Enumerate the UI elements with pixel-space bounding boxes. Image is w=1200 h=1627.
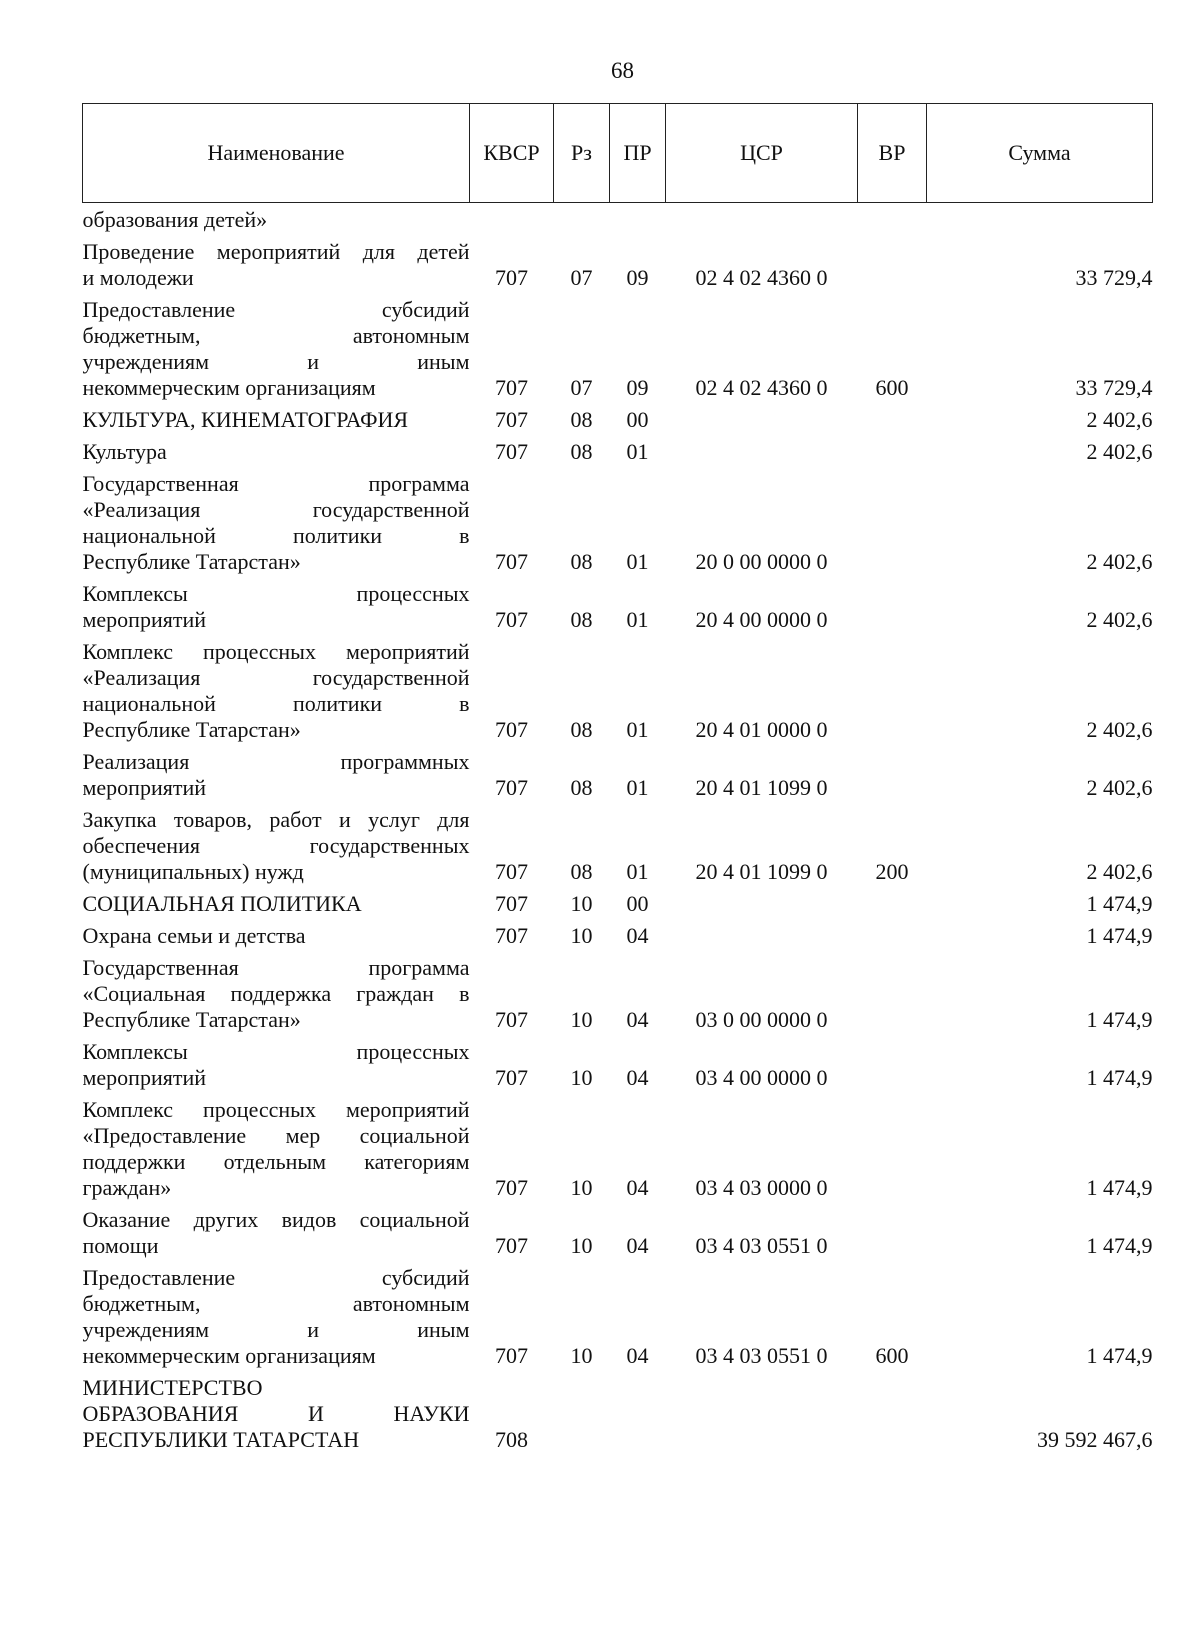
- row-sum-cell: 33 729,4: [1075, 375, 1153, 400]
- row-vr-cell: [858, 401, 927, 433]
- row-name-line: «Социальная поддержка граждан в: [82, 981, 470, 1006]
- row-rz-cell: 10: [570, 1343, 593, 1368]
- row-name-line: Государственная программа: [82, 471, 470, 496]
- row-name-line: помощи: [82, 1233, 159, 1258]
- table-header-row: [83, 104, 1153, 203]
- row-name-line: Культура: [82, 439, 167, 464]
- row-name-line: учреждениям и иным: [82, 349, 470, 374]
- row-rz-cell: 10: [570, 1065, 593, 1090]
- row-pr-cell: 09: [626, 375, 649, 400]
- row-name-line: Комплексы процессных: [82, 581, 470, 606]
- row-sum-cell: 1 474,9: [1086, 891, 1153, 916]
- row-csr-cell: 03 4 00 0000 0: [695, 1065, 828, 1090]
- row-sum-cell: [927, 203, 1153, 234]
- row-name-line: «Реализация государственной: [82, 665, 470, 690]
- table-row: [83, 949, 1153, 1033]
- row-rz-cell: 07: [570, 375, 593, 400]
- row-sum-cell: 2 402,6: [1086, 549, 1153, 574]
- table-row: [83, 801, 1153, 885]
- row-rz-cell: 08: [570, 549, 593, 574]
- row-pr-cell: 01: [626, 439, 649, 464]
- row-name-line: национальной политики в: [82, 691, 470, 716]
- row-name-line: мероприятий: [82, 1065, 207, 1090]
- row-csr-cell: 03 4 03 0000 0: [695, 1175, 828, 1200]
- row-name-line: некоммерческим организациям: [82, 1343, 376, 1368]
- row-csr-cell: 03 4 03 0551 0: [695, 1343, 828, 1368]
- row-sum-cell: 2 402,6: [1086, 439, 1153, 464]
- row-rz-cell: 08: [570, 717, 593, 742]
- row-name-line: мероприятий: [82, 607, 207, 632]
- row-name-line: учреждениям и иным: [82, 1317, 470, 1342]
- row-rz-cell: 10: [570, 1175, 593, 1200]
- table-row: [83, 433, 1153, 465]
- table-row: [83, 291, 1153, 401]
- row-name-line: граждан»: [82, 1175, 172, 1200]
- table-row: [83, 1201, 1153, 1259]
- row-pr-cell: 04: [626, 1007, 649, 1032]
- row-name-line: Проведение мероприятий для детей: [82, 239, 470, 264]
- row-pr-cell: 01: [626, 859, 649, 884]
- page-number: 68: [611, 58, 634, 83]
- row-sum-cell: 2 402,6: [1086, 775, 1153, 800]
- row-csr-cell: [666, 433, 858, 465]
- row-name-line: мероприятий: [82, 775, 207, 800]
- row-pr-cell: 01: [626, 717, 649, 742]
- row-name-cell: [83, 401, 470, 433]
- table-row: [83, 203, 1153, 234]
- row-rz-cell: 08: [570, 775, 593, 800]
- row-name-cell: [83, 1259, 470, 1369]
- row-csr-cell: 20 4 00 0000 0: [695, 607, 828, 632]
- row-kvsr-cell: 708: [495, 1427, 528, 1452]
- row-kvsr-cell: 707: [495, 859, 528, 884]
- row-kvsr-cell: 707: [495, 775, 528, 800]
- row-name-line: СОЦИАЛЬНАЯ ПОЛИТИКА: [82, 891, 362, 916]
- row-csr-cell: 20 0 00 0000 0: [695, 549, 828, 574]
- table-row: [83, 1369, 1153, 1453]
- row-csr-cell: 02 4 02 4360 0: [695, 265, 828, 290]
- row-vr-cell: [858, 1091, 927, 1201]
- row-name-cell: [83, 633, 470, 743]
- row-name-line: Республике Татарстан»: [82, 1007, 301, 1032]
- row-csr-cell: [666, 1369, 858, 1453]
- row-pr-cell: 00: [626, 891, 649, 916]
- row-name-cell: [83, 1369, 470, 1453]
- header-name: Наименование: [83, 104, 470, 203]
- row-sum-cell: 1 474,9: [1086, 1175, 1153, 1200]
- row-name-line: обеспечения государственных: [82, 833, 470, 858]
- row-rz-cell: 10: [570, 923, 593, 948]
- header-kvsr: КВСР: [470, 104, 554, 203]
- row-rz-cell: 10: [570, 1007, 593, 1032]
- row-name-cell: [83, 743, 470, 801]
- row-sum-cell: 33 729,4: [1075, 265, 1153, 290]
- row-pr-cell: 04: [626, 1343, 649, 1368]
- row-csr-cell: [666, 401, 858, 433]
- row-rz-cell: 08: [570, 439, 593, 464]
- row-pr-cell: 01: [626, 607, 649, 632]
- row-csr-cell: 03 0 00 0000 0: [695, 1007, 828, 1032]
- row-vr-cell: [858, 633, 927, 743]
- row-name-line: бюджетным, автономным: [82, 1291, 470, 1316]
- row-name-line: «Реализация государственной: [82, 497, 470, 522]
- table-row: [83, 1033, 1153, 1091]
- row-sum-cell: 1 474,9: [1086, 1343, 1153, 1368]
- row-sum-cell: 2 402,6: [1086, 859, 1153, 884]
- table-row: [83, 465, 1153, 575]
- row-name-line: Республике Татарстан»: [82, 717, 301, 742]
- row-sum-cell: 2 402,6: [1086, 407, 1153, 432]
- row-sum-cell: 39 592 467,6: [1037, 1427, 1153, 1452]
- row-pr-cell: 00: [626, 407, 649, 432]
- table-row: [83, 885, 1153, 917]
- row-name-line: и молодежи: [82, 265, 194, 290]
- row-pr-cell: 09: [626, 265, 649, 290]
- row-kvsr-cell: 707: [495, 891, 528, 916]
- row-rz-cell: 08: [570, 607, 593, 632]
- row-name-line: поддержки отдельным категориям: [82, 1149, 470, 1174]
- row-name-cell: [83, 233, 470, 291]
- row-vr-cell: [858, 949, 927, 1033]
- row-name-cell: [83, 465, 470, 575]
- row-name-cell: [83, 1033, 470, 1091]
- row-pr-cell: 01: [626, 775, 649, 800]
- row-sum-cell: 1 474,9: [1086, 923, 1153, 948]
- row-rz-cell: [554, 203, 610, 234]
- row-name-cell: [83, 575, 470, 633]
- table-row: [83, 233, 1153, 291]
- row-kvsr-cell: 707: [495, 375, 528, 400]
- row-pr-cell: 01: [626, 549, 649, 574]
- row-csr-cell: 03 4 03 0551 0: [695, 1233, 828, 1258]
- row-kvsr-cell: 707: [495, 439, 528, 464]
- row-vr-cell: [858, 465, 927, 575]
- row-sum-cell: 1 474,9: [1086, 1233, 1153, 1258]
- row-rz-cell: 10: [570, 891, 593, 916]
- row-name-line: Комплексы процессных: [82, 1039, 470, 1064]
- row-kvsr-cell: 707: [495, 1065, 528, 1090]
- row-vr-cell: [858, 433, 927, 465]
- row-name-cell: [83, 801, 470, 885]
- row-kvsr-cell: 707: [495, 1233, 528, 1258]
- row-pr-cell: [610, 1369, 666, 1453]
- row-name-line: Государственная программа: [82, 955, 470, 980]
- row-kvsr-cell: 707: [495, 265, 528, 290]
- row-name-line: «Предоставление мер социальной: [82, 1123, 470, 1148]
- row-sum-cell: 2 402,6: [1086, 607, 1153, 632]
- row-kvsr-cell: 707: [495, 923, 528, 948]
- table-row: [83, 633, 1153, 743]
- row-kvsr-cell: [470, 203, 554, 234]
- row-name-line: образования детей»: [82, 207, 268, 232]
- row-name-line: Предоставление субсидий: [82, 297, 470, 322]
- row-rz-cell: [554, 1369, 610, 1453]
- row-name-line: некоммерческим организациям: [82, 375, 376, 400]
- table-row: [83, 401, 1153, 433]
- header-csr: ЦСР: [666, 104, 858, 203]
- row-vr-cell: [858, 575, 927, 633]
- row-kvsr-cell: 707: [495, 717, 528, 742]
- row-name-line: Оказание других видов социальной: [82, 1207, 470, 1232]
- table-row: [83, 575, 1153, 633]
- row-vr-cell: [858, 917, 927, 949]
- row-vr-cell: 600: [875, 375, 909, 400]
- row-name-cell: [83, 949, 470, 1033]
- row-kvsr-cell: 707: [495, 549, 528, 574]
- row-pr-cell: [610, 203, 666, 234]
- row-pr-cell: 04: [626, 1065, 649, 1090]
- budget-table: [82, 103, 1153, 1453]
- row-name-cell: [83, 885, 470, 917]
- row-name-cell: [83, 1201, 470, 1259]
- row-sum-cell: 1 474,9: [1086, 1007, 1153, 1032]
- row-kvsr-cell: 707: [495, 1175, 528, 1200]
- row-name-line: Республике Татарстан»: [82, 549, 301, 574]
- row-name-cell: [83, 203, 470, 234]
- table-row: [83, 1091, 1153, 1201]
- row-rz-cell: 07: [570, 265, 593, 290]
- row-pr-cell: 04: [626, 1233, 649, 1258]
- row-sum-cell: 2 402,6: [1086, 717, 1153, 742]
- row-vr-cell: [858, 1201, 927, 1259]
- row-rz-cell: 08: [570, 859, 593, 884]
- row-name-line: Реализация программных: [82, 749, 470, 774]
- row-name-line: Охрана семьи и детства: [82, 923, 306, 948]
- header-sum: Сумма: [927, 104, 1153, 203]
- row-name-cell: [83, 291, 470, 401]
- row-name-line: Предоставление субсидий: [82, 1265, 470, 1290]
- row-pr-cell: 04: [626, 923, 649, 948]
- row-vr-cell: [858, 1033, 927, 1091]
- table-row: [83, 1259, 1153, 1369]
- table-row: [83, 917, 1153, 949]
- row-name-line: РЕСПУБЛИКИ ТАТАРСТАН: [82, 1427, 360, 1452]
- row-kvsr-cell: 707: [495, 407, 528, 432]
- table-body: [83, 203, 1153, 1454]
- row-vr-cell: 200: [875, 859, 909, 884]
- header-rz: Рз: [554, 104, 610, 203]
- row-csr-cell: 20 4 01 1099 0: [695, 859, 828, 884]
- row-name-cell: [83, 1091, 470, 1201]
- row-name-line: Комплекс процессных мероприятий: [82, 639, 470, 664]
- row-kvsr-cell: 707: [495, 1343, 528, 1368]
- table-row: [83, 743, 1153, 801]
- row-name-cell: [83, 917, 470, 949]
- row-csr-cell: [666, 917, 858, 949]
- row-csr-cell: 02 4 02 4360 0: [695, 375, 828, 400]
- row-rz-cell: 10: [570, 1233, 593, 1258]
- row-kvsr-cell: 707: [495, 1007, 528, 1032]
- row-name-cell: [83, 433, 470, 465]
- row-vr-cell: [858, 233, 927, 291]
- row-vr-cell: [858, 885, 927, 917]
- header-pr: ПР: [610, 104, 666, 203]
- row-rz-cell: 08: [570, 407, 593, 432]
- row-csr-cell: 20 4 01 0000 0: [695, 717, 828, 742]
- row-vr-cell: [858, 203, 927, 234]
- row-csr-cell: [666, 203, 858, 234]
- row-csr-cell: [666, 885, 858, 917]
- row-vr-cell: [858, 1369, 927, 1453]
- row-kvsr-cell: 707: [495, 607, 528, 632]
- row-csr-cell: 20 4 01 1099 0: [695, 775, 828, 800]
- row-vr-cell: [858, 743, 927, 801]
- row-vr-cell: 600: [875, 1343, 909, 1368]
- row-pr-cell: 04: [626, 1175, 649, 1200]
- row-sum-cell: 1 474,9: [1086, 1065, 1153, 1090]
- row-name-line: МИНИСТЕРСТВО: [82, 1375, 263, 1400]
- row-name-line: КУЛЬТУРА, КИНЕМАТОГРАФИЯ: [82, 407, 409, 432]
- row-name-line: Закупка товаров, работ и услуг для: [82, 807, 470, 832]
- row-name-line: национальной политики в: [82, 523, 470, 548]
- row-name-line: бюджетным, автономным: [82, 323, 470, 348]
- row-name-line: ОБРАЗОВАНИЯ И НАУКИ: [82, 1401, 470, 1426]
- row-name-line: (муниципальных) нужд: [82, 859, 304, 884]
- header-vr: ВР: [858, 104, 927, 203]
- row-name-line: Комплекс процессных мероприятий: [82, 1097, 470, 1122]
